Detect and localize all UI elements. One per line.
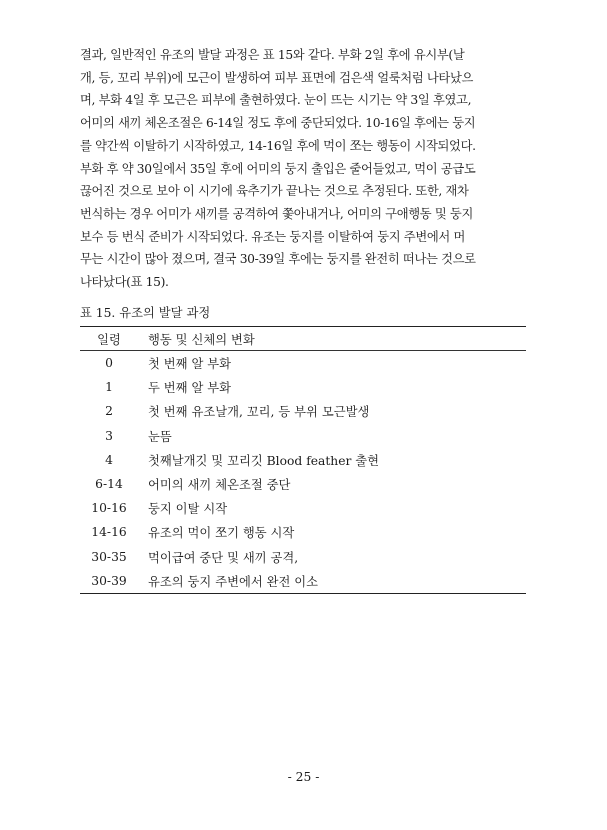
paragraph-line: 결과, 일반적인 유조의 발달 과정은 표 15와 같다. 부화 2일 후에 유시부(날 bbox=[80, 48, 465, 62]
paragraph-line: 끊어진 것으로 보아 이 시기에 육추기가 끝나는 것으로 추정된다. 또한, 재차 bbox=[80, 184, 469, 199]
table-row bbox=[80, 496, 526, 520]
table-row bbox=[80, 448, 526, 472]
table-row bbox=[80, 520, 526, 544]
row-day: 30-39 bbox=[91, 573, 127, 588]
paragraph-line: 부화 후 약 30일에서 35일 후에 어미의 둥지 출입은 줄어들었고, 먹이 공급도 bbox=[80, 161, 476, 176]
row-desc: 먹이급여 중단 및 새끼 공격, bbox=[148, 550, 299, 565]
paragraph-line: 무는 시간이 많아 졌으며, 결국 30-39일 후에는 둥지를 완전히 떠나는 것으로 bbox=[80, 252, 476, 267]
table-caption: 표 15. 유조의 발달 과정 bbox=[80, 306, 211, 320]
row-day: 6-14 bbox=[95, 477, 123, 492]
row-day: 30-35 bbox=[91, 549, 127, 564]
paragraph-line: 나타났다(표 15). bbox=[80, 275, 169, 290]
page-number: - 25 - bbox=[287, 770, 320, 784]
table-row bbox=[80, 545, 526, 569]
row-day: 0 bbox=[105, 356, 113, 371]
row-desc: 첫 번째 유조날개, 꼬리, 등 부위 모근발생 bbox=[148, 405, 370, 420]
paragraph-line: 보수 등 번식 준비가 시작되었다. 유조는 둥지를 이탈하여 둥지 주변에서 머 bbox=[80, 229, 466, 244]
body-paragraph bbox=[80, 44, 532, 294]
table-row bbox=[80, 399, 526, 423]
paragraph-line: 어미의 새끼 체온조절은 6-14일 정도 후에 중단되었다. 10-16일 후에는 둥지 bbox=[80, 116, 476, 131]
row-desc: 유조의 먹이 쪼기 행동 시작 bbox=[148, 526, 295, 541]
table-row bbox=[80, 569, 526, 594]
row-day: 3 bbox=[105, 428, 113, 443]
table-row bbox=[80, 375, 526, 399]
row-day: 14-16 bbox=[91, 525, 127, 540]
row-day: 4 bbox=[105, 452, 113, 467]
header-desc: 행동 및 신체의 변화 bbox=[148, 332, 255, 347]
table-row bbox=[80, 424, 526, 448]
row-day: 2 bbox=[105, 404, 113, 419]
paragraph-line: 를 약간씩 이탈하기 시작하였고, 14-16일 후에 먹이 쪼는 행동이 시작되었다. bbox=[80, 138, 476, 153]
row-desc: 눈뜸 bbox=[148, 429, 172, 444]
development-table bbox=[80, 326, 526, 594]
row-day: 10-16 bbox=[91, 501, 127, 516]
paragraph-line: 며, 부화 4일 후 모근은 피부에 출현하였다. 눈이 뜨는 시기는 약 3일 후였고, bbox=[80, 93, 472, 108]
row-desc: 둥지 이탈 시작 bbox=[148, 502, 228, 517]
row-day: 1 bbox=[105, 380, 113, 395]
paragraph-line: 번식하는 경우 어미가 새끼를 공격하여 쫓아내거나, 어미의 구애행동 및 둥지 bbox=[80, 206, 473, 221]
paragraph-line: 개, 등, 꼬리 부위)에 모근이 발생하여 피부 표면에 검은색 얼룩처럼 나타났으 bbox=[80, 70, 474, 85]
row-desc: 첫 번째 알 부화 bbox=[148, 357, 231, 372]
row-desc: 어미의 새끼 체온조절 중단 bbox=[148, 478, 291, 493]
table-header-row bbox=[80, 327, 526, 351]
row-desc: 두 번째 알 부화 bbox=[148, 381, 231, 396]
table-row bbox=[80, 351, 526, 376]
header-day: 일령 bbox=[97, 332, 121, 347]
row-desc: 유조의 둥지 주변에서 완전 이소 bbox=[148, 574, 319, 589]
row-desc: 첫째날개깃 및 꼬리깃 Blood feather 출현 bbox=[148, 453, 380, 468]
table-row bbox=[80, 472, 526, 496]
